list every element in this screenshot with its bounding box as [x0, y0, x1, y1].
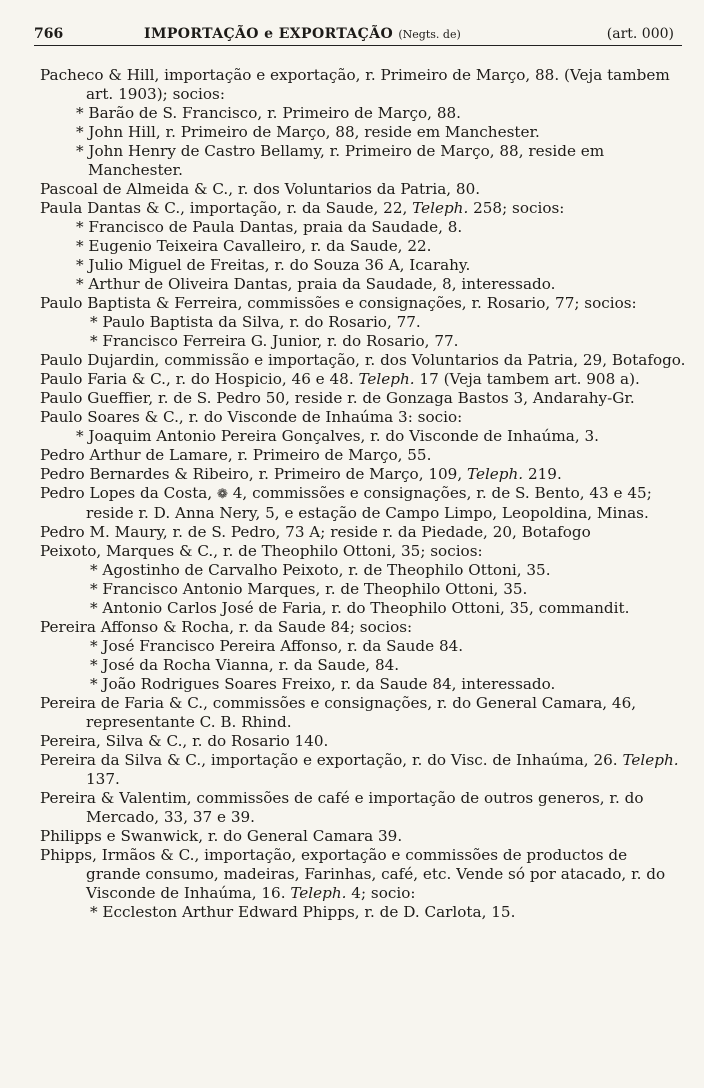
entry-tail: 137.: [86, 770, 120, 788]
entry-text: Pedro Arthur de Lamare, r. Primeiro de Março, 55.: [40, 446, 432, 464]
partner-entry: [40, 675, 686, 694]
directory-entry: [40, 408, 686, 427]
entry-text: * Eccleston Arthur Edward Phipps, r. de D. Carlota, 15.: [90, 903, 516, 921]
entry-text: * Agostinho de Carvalho Peixoto, r. de Theophilo Ottoni, 35.: [90, 561, 551, 579]
partner-entry: [40, 275, 686, 294]
entry-tail: 258; socios:: [468, 199, 565, 217]
partner-entry: [40, 903, 686, 922]
entry-tail: 219.: [523, 465, 562, 483]
section-subtitle: (Negts. de): [398, 28, 461, 41]
entry-text: * Eugenio Teixeira Cavalleiro, r. da Saude, 22.: [76, 237, 432, 255]
teleph-label: Teleph.: [412, 199, 469, 217]
directory-entry: [40, 484, 686, 523]
entry-text: Paulo Gueffier, r. de S. Pedro 50, reside r. de Gonzaga Bastos 3, Andarahy-Gr.: [40, 389, 635, 407]
entry-text: * John Hill, r. Primeiro de Março, 88, reside em Manchester.: [76, 123, 540, 141]
entry-text: * Julio Miguel de Freitas, r. do Souza 36 A, Icarahy.: [76, 256, 471, 274]
entry-text: Phipps, Irmãos & C., importação, exportação e commissões de productos de grande consumo, madeiras, Farinhas, café, etc. Vende só por atacado, r. do Visconde de Inhaúma, 16.: [40, 846, 666, 902]
article-number: (art. 000): [606, 26, 674, 42]
entry-text: Paulo Baptista & Ferreira, commissões e consignações, r. Rosario, 77; socios:: [40, 294, 637, 312]
directory-entry: [40, 751, 686, 789]
directory-entry: [40, 732, 686, 751]
entry-text: Paulo Soares & C., r. do Visconde de Inhaúma 3: socio:: [40, 408, 463, 426]
entry-text: Pascoal de Almeida & C., r. dos Voluntarios da Patria, 80.: [40, 180, 481, 198]
entries-list: [40, 66, 686, 922]
entry-tail: 17 (Veja tambem art. 908 a).: [414, 370, 640, 388]
directory-entry: [40, 370, 686, 389]
partner-entry: [40, 332, 686, 351]
entry-text: Pedro Bernardes & Ribeiro, r. Primeiro de Março, 109,: [40, 465, 467, 483]
partner-entry: [40, 237, 686, 256]
section-title-text: IMPORTAÇÃO e EXPORTAÇÃO: [144, 26, 394, 42]
directory-entry: [40, 465, 686, 484]
entry-tail: 4, commissões e consignações, r. de S. Bento, 43 e 45; reside r. D. Anna Nery, 5, e estação de Campo Limpo, Leopoldina, Minas.: [86, 484, 652, 522]
partner-entry: [40, 656, 686, 675]
directory-entry: [40, 827, 686, 846]
entry-text: * Paulo Baptista da Silva, r. do Rosario, 77.: [90, 313, 421, 331]
directory-entry: [40, 846, 686, 903]
directory-entry: [40, 389, 686, 408]
entry-text: Paulo Faria & C., r. do Hospicio, 46 e 48.: [40, 370, 359, 388]
partner-entry: [40, 561, 686, 580]
header-rule: [34, 45, 682, 46]
entry-text: Philipps e Swanwick, r. do General Camara 39.: [40, 827, 403, 845]
directory-entry: [40, 351, 686, 370]
entry-text: Peixoto, Marques & C., r. de Theophilo Ottoni, 35; socios:: [40, 542, 483, 560]
entry-text: Pereira & Valentim, commissões de café e importação de outros generos, r. do Mercado, 33, 37 e 39.: [40, 789, 644, 826]
teleph-label: Teleph.: [467, 465, 524, 483]
directory-entry: [40, 446, 686, 465]
entry-text: Pacheco & Hill, importação e exportação, r. Primeiro de Março, 88. (Veja tambem art. 1903); socios:: [40, 66, 670, 103]
page-header: [34, 26, 688, 42]
directory-entry: [40, 694, 686, 732]
entry-text: * José Francisco Pereira Affonso, r. da Saude 84.: [90, 637, 464, 655]
entry-text: * John Henry de Castro Bellamy, r. Primeiro de Março, 88, reside em Manchester.: [76, 142, 605, 179]
section-title: [144, 26, 461, 43]
directory-entry: [40, 542, 686, 561]
directory-entry: [40, 66, 686, 104]
partner-entry: [40, 256, 686, 275]
partner-entry: [40, 313, 686, 332]
directory-entry: [40, 523, 686, 542]
directory-entry: [40, 180, 686, 199]
entry-text: * Francisco Antonio Marques, r. de Theophilo Ottoni, 35.: [90, 580, 528, 598]
teleph-label: Teleph.: [622, 751, 679, 769]
entry-text: * Francisco de Paula Dantas, praia da Saudade, 8.: [76, 218, 463, 236]
partner-entry: [40, 580, 686, 599]
entry-text: * Antonio Carlos José de Faria, r. do Theophilo Ottoni, 35, commandit.: [90, 599, 630, 617]
entry-text: Pereira, Silva & C., r. do Rosario 140.: [40, 732, 329, 750]
partner-entry: [40, 218, 686, 237]
teleph-label: Teleph.: [290, 884, 347, 902]
entry-text: * Francisco Ferreira G. Junior, r. do Rosario, 77.: [90, 332, 459, 350]
teleph-label: Teleph.: [358, 370, 415, 388]
entry-text: Pedro Lopes da Costa,: [40, 484, 218, 502]
directory-entry: [40, 199, 686, 218]
entry-text: * José da Rocha Vianna, r. da Saude, 84.: [90, 656, 400, 674]
partner-entry: [40, 104, 686, 123]
partner-entry: [40, 637, 686, 656]
directory-entry: [40, 789, 686, 827]
entry-text: * Joaquim Antonio Pereira Gonçalves, r. do Visconde de Inhaúma, 3.: [76, 427, 599, 445]
partner-entry: [40, 599, 686, 618]
entry-text: Pedro M. Maury, r. de S. Pedro, 73 A; reside r. da Piedade, 20, Botafogo: [40, 523, 591, 541]
partner-entry: [40, 427, 686, 446]
entry-text: Paula Dantas & C., importação, r. da Saude, 22,: [40, 199, 413, 217]
entry-text: * Barão de S. Francisco, r. Primeiro de Março, 88.: [76, 104, 461, 122]
directory-entry: [40, 618, 686, 637]
entry-text: Paulo Dujardin, commissão e importação, r. dos Voluntarios da Patria, 29, Botafogo.: [40, 351, 686, 369]
entry-text: Pereira de Faria & C., commissões e consignações, r. do General Camara, 46, representante C. B. Rhind.: [40, 694, 637, 731]
entry-text: * Arthur de Oliveira Dantas, praia da Saudade, 8, interessado.: [76, 275, 556, 293]
entry-text: * João Rodrigues Soares Freixo, r. da Saude 84, interessado.: [90, 675, 556, 693]
entry-tail: 4; socio:: [346, 884, 416, 902]
telephone-symbol-icon: ❁: [217, 487, 228, 502]
partner-entry: [40, 142, 686, 180]
entry-text: Pereira Affonso & Rocha, r. da Saude 84; socios:: [40, 618, 413, 636]
directory-entry: [40, 294, 686, 313]
partner-entry: [40, 123, 686, 142]
page-number: 766: [34, 26, 64, 42]
entry-text: Pereira da Silva & C., importação e exportação, r. do Visc. de Inhaúma, 26.: [40, 751, 623, 769]
